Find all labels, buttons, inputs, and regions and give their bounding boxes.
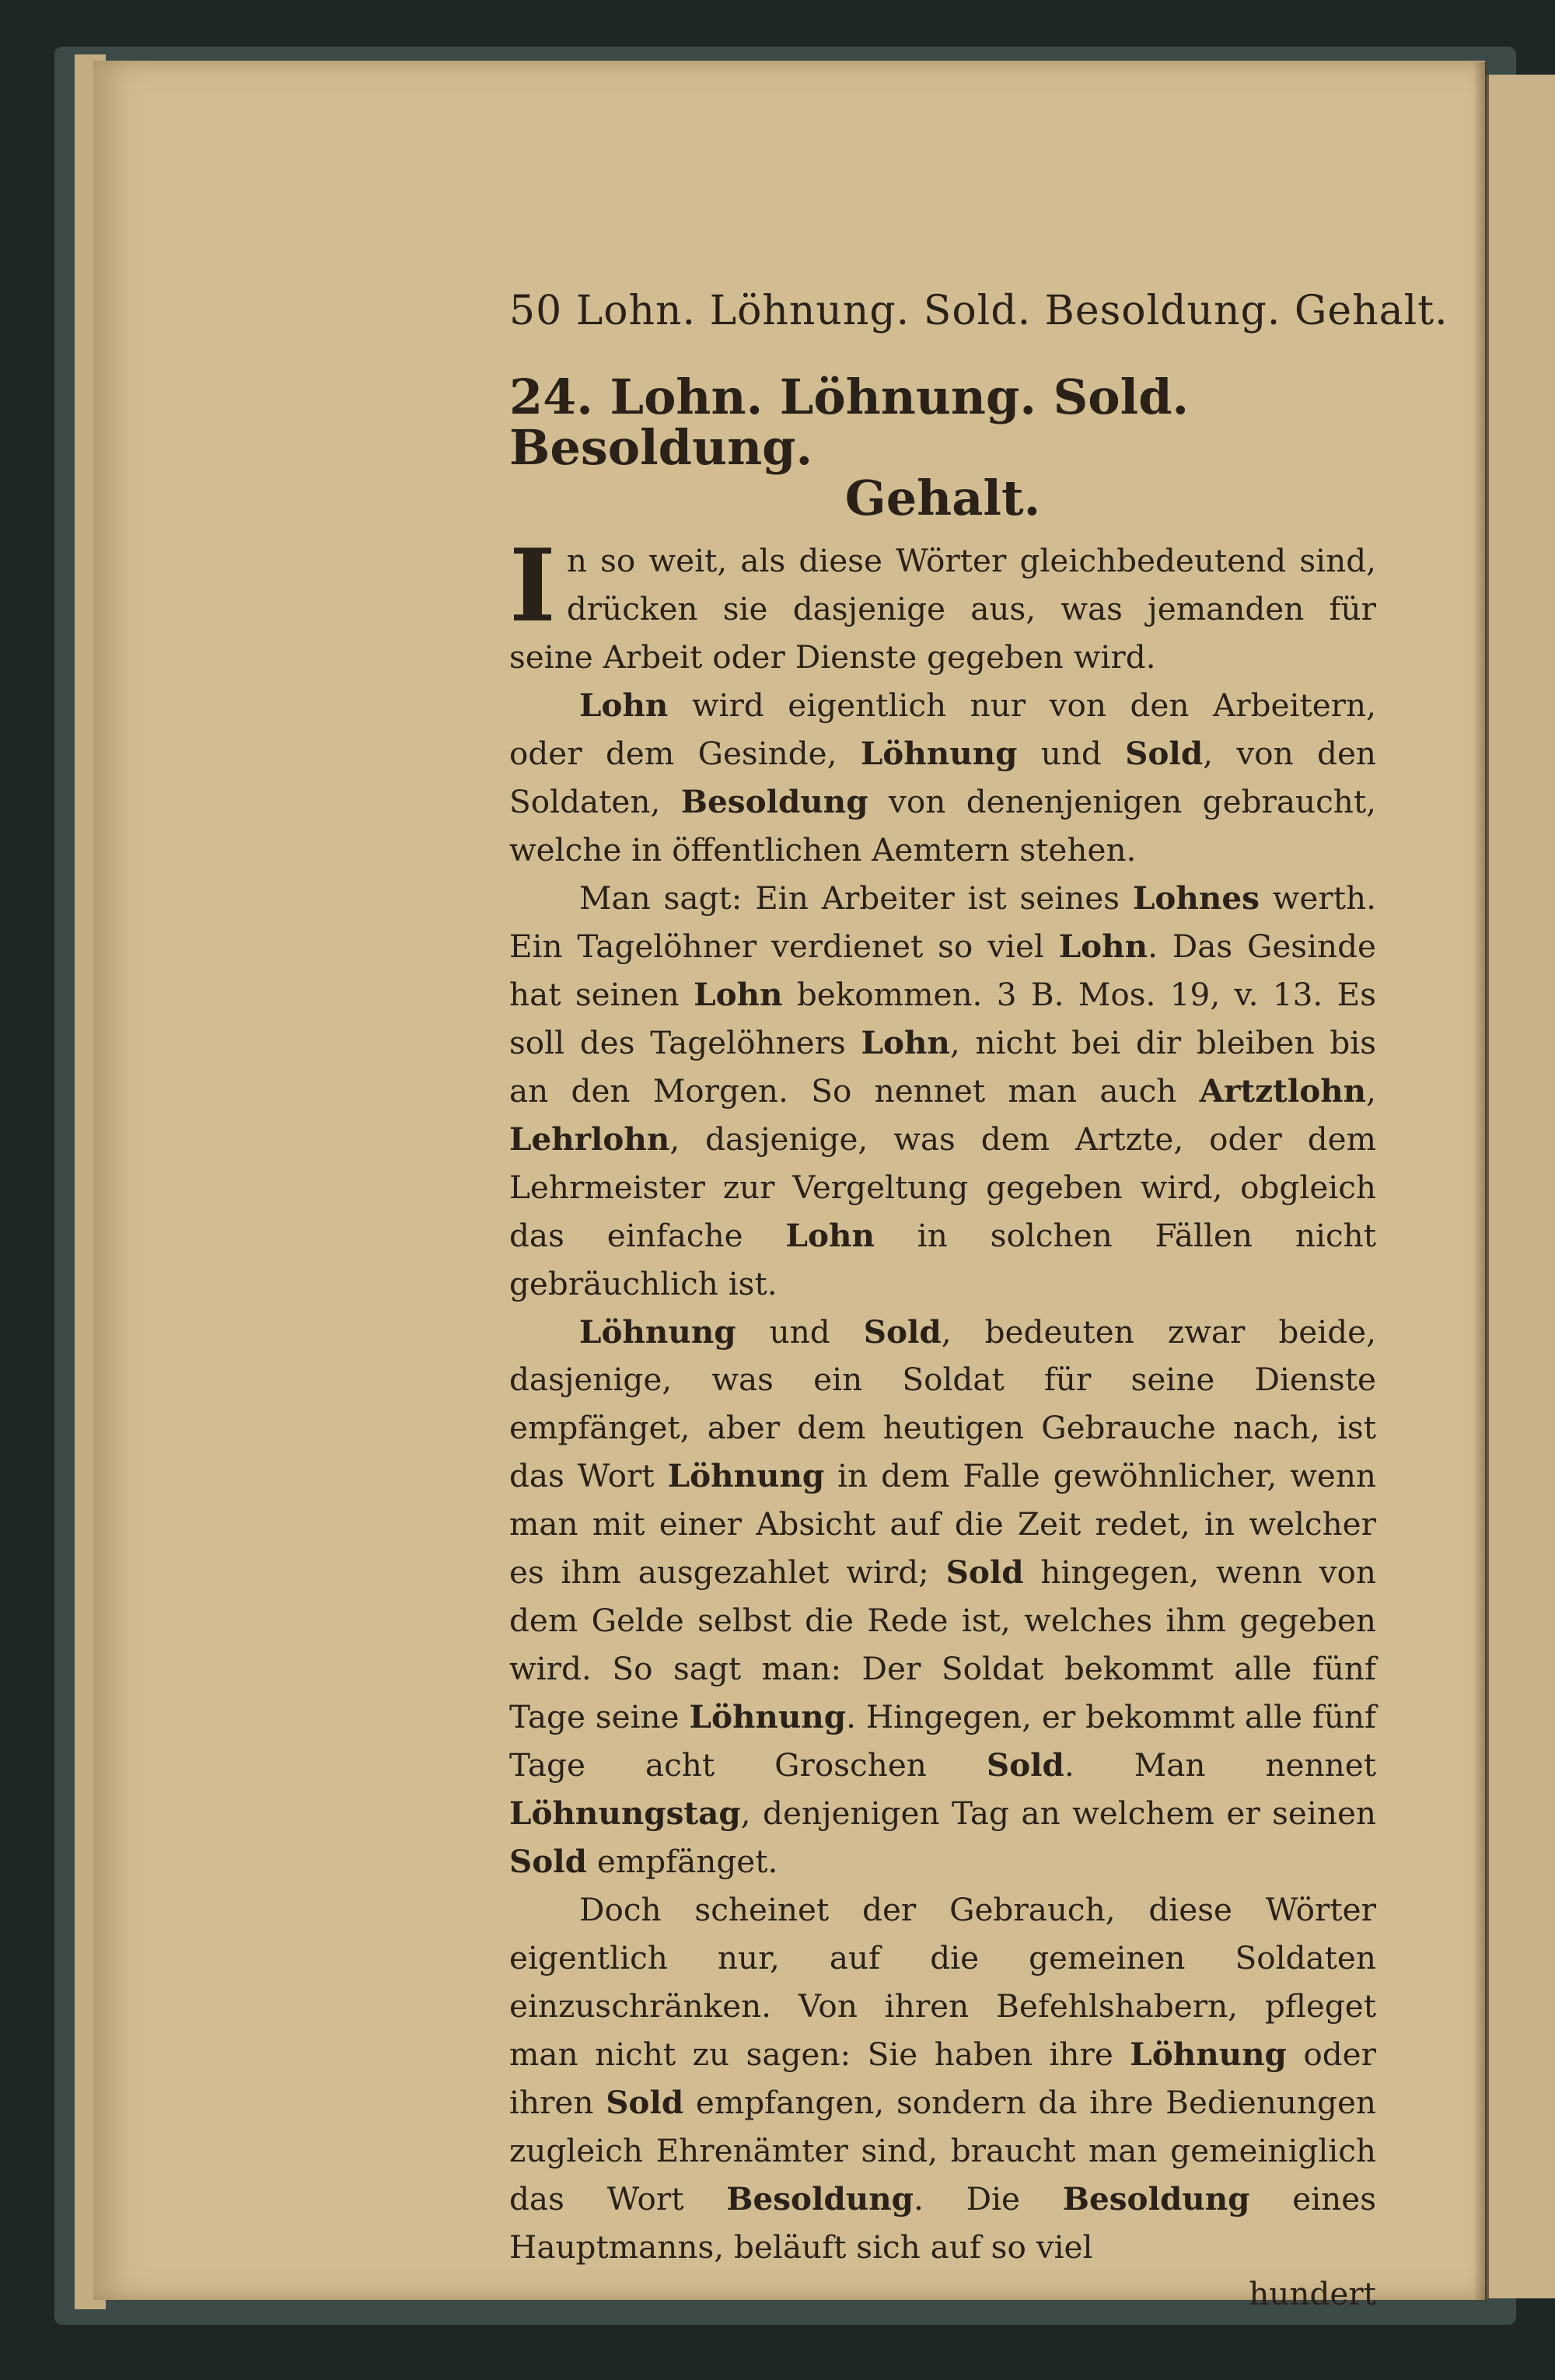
text-run: werth. Ein Tagelöhner verdienet so viel: [509, 879, 1376, 965]
term: Sold: [606, 2083, 684, 2121]
text-run: wird eigentlich nur von den Arbeitern, oder dem Gesinde,: [509, 687, 1376, 773]
facing-page-edge: [1487, 75, 1555, 2298]
article-title-line1: Lohn. Löhnung. Sold. Besoldung.: [509, 369, 1190, 477]
article-body: [509, 528, 1377, 2312]
text-run: oder ihren: [509, 2035, 1376, 2121]
article-title-line2: Gehalt.: [844, 470, 1041, 527]
paragraph-4: [509, 1309, 1376, 1886]
book-gutter: [1473, 62, 1487, 2301]
term: Lohnes: [1132, 879, 1260, 917]
text-run: Man sagt: Ein Arbeiter ist seines: [579, 879, 1133, 917]
text-run: . Das Gesinde hat seinen: [509, 927, 1377, 1013]
text-run: . Man nennet: [1064, 1746, 1376, 1784]
term: Sold: [863, 1312, 942, 1351]
page-text: [509, 288, 1448, 2312]
term: Lohn: [579, 687, 669, 725]
term: Löhnung: [667, 1457, 825, 1495]
text-run: von denenjenigen gebraucht, welche in öffentlichen Aemtern stehen.: [509, 783, 1377, 868]
running-head: [509, 288, 1448, 334]
term: Lehrlohn: [509, 1120, 670, 1158]
text-run: bekommen. 3 B. Mos. 19, v. 13. Es soll des Tagelöhners: [509, 975, 1377, 1061]
page-number: 50: [509, 288, 563, 334]
term: Löhnung: [1130, 2035, 1287, 2073]
text-run: ,: [1366, 1071, 1376, 1110]
catchword: hundert: [1249, 2274, 1376, 2312]
paragraph-2: [509, 682, 1376, 875]
paragraph-1-text: n so weit, als diese Wörter gleichbedeutend sind, drücken sie dasjenige aus, was jemanden für seine Arbeit oder Dienste gegeben wird.: [509, 542, 1376, 676]
term: Besoldung: [726, 2179, 914, 2217]
term: Sold: [509, 1843, 587, 1881]
text-run: und: [1017, 735, 1126, 773]
text-run: , dasjenige, was dem Artzte, oder dem Lehrmeister zur Vergeltung gegeben wird, obgleich das einfache: [509, 1120, 1376, 1254]
text-run: hingegen, wenn von dem Gelde selbst die Rede ist, welches ihm gegeben wird. So sagt man: Der Soldat bekommt alle fünf Tage seine: [509, 1553, 1376, 1736]
text-run: und: [736, 1312, 864, 1351]
drop-cap: I: [509, 528, 556, 645]
term: Besoldung: [680, 783, 868, 821]
text-run: , nicht bei dir bleiben bis an den Morgen. So nennet man auch: [509, 1023, 1376, 1110]
term: Sold: [1125, 735, 1204, 773]
text-run: , bedeuten zwar beide, dasjenige, was ein Soldat für seine Dienste empfänget, aber dem heutigen Gebrauche nach, ist das Wort: [509, 1312, 1376, 1495]
text-run: in dem Falle gewöhnlicher, wenn man mit einer Absicht auf die Zeit redet, in welcher es ihm ausgezahlet wird;: [509, 1457, 1376, 1592]
running-title: Lohn. Löhnung. Sold. Besoldung. Gehalt.: [575, 288, 1448, 334]
text-run: , von den Soldaten,: [509, 735, 1376, 821]
text-run: empfänget.: [586, 1843, 778, 1881]
term: Lohn: [1058, 927, 1148, 965]
text-run: eines Hauptmanns, beläuft sich auf so viel: [509, 2179, 1376, 2266]
term: Löhnungstag: [509, 1795, 741, 1833]
term: Sold: [986, 1746, 1064, 1784]
text-run: in solchen Fällen nicht gebräuchlich ist.: [509, 1216, 1376, 1302]
text-run: . Hingegen, er bekommt alle fünf Tage acht Groschen: [509, 1698, 1376, 1784]
term: Lohn: [785, 1216, 875, 1254]
article-title: [509, 369, 1376, 477]
term: Besoldung: [1062, 2179, 1250, 2217]
paragraph-1: [509, 528, 1376, 682]
term: Löhnung: [860, 735, 1018, 773]
text-run: . Die: [913, 2179, 1063, 2217]
term: Lohn: [861, 1023, 950, 1061]
text-run: Doch scheinet der Gebrauch, diese Wörter eigentlich nur, auf die gemeinen Soldaten einzuschränken. Von ihren Befehlshabern, pfleget man nicht zu sagen: Sie haben ihre: [509, 1890, 1376, 2073]
term: Sold: [945, 1553, 1024, 1592]
text-run: empfangen, sondern da ihre Bedienungen zugleich Ehrenämter sind, braucht man gemeiniglich das Wort: [509, 2083, 1376, 2217]
term: Artztlohn: [1199, 1071, 1367, 1110]
term: Löhnung: [689, 1698, 847, 1736]
term: Lohn: [694, 975, 783, 1013]
article-number: 24.: [509, 369, 593, 425]
paragraph-3: [509, 875, 1376, 1309]
paragraph-5: [509, 1886, 1376, 2272]
text-run: , denjenigen Tag an welchem er seinen: [740, 1795, 1376, 1833]
term: Löhnung: [579, 1312, 736, 1351]
